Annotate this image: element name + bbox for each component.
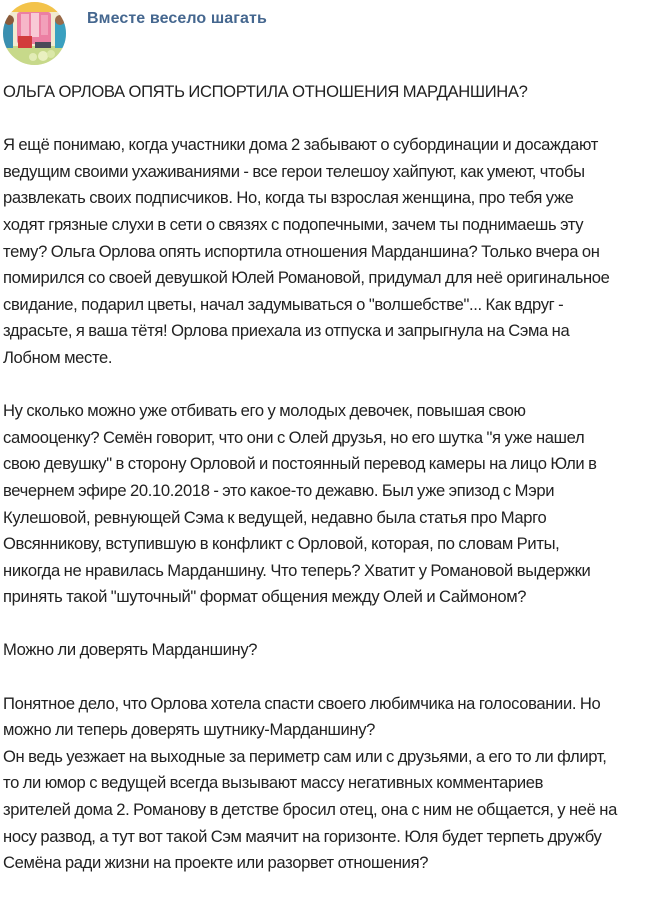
group-avatar[interactable] <box>3 2 66 65</box>
text-line: Ну сколько можно уже отбивать его у молодых девочек, повышая свою <box>3 401 526 421</box>
text-line: принять такой "шуточный" формат общения между Олей и Саймоном? <box>3 587 527 607</box>
text-line: развлекать своих подписчиков. Но, когда ты взрослая женщина, про тебя уже <box>3 188 574 208</box>
post-title <box>3 79 667 106</box>
text-line: вечернем эфире 20.10.2018 - это какое-то дежавю. Был уже эпизод с Мэри <box>3 480 555 500</box>
text-line: тему? Ольга Орлова опять испортила отношения Марданшина? Только вчера он <box>3 241 600 261</box>
text-line: Я ещё понимаю, когда участники дома 2 забывают о субординации и досаждают <box>3 135 598 155</box>
post-body <box>3 79 667 903</box>
text-line: можно ли теперь доверять шутнику-Марданшину? <box>3 720 376 740</box>
text-line: зрителей дома 2. Романову в детстве бросил отец, она с ним не общается, у неё на <box>3 800 617 820</box>
group-avatar-icon <box>3 2 66 65</box>
post-title-text: ОЛЬГА ОРЛОВА ОПЯТЬ ИСПОРТИЛА ОТНОШЕНИЯ МАРДАНШИНА? <box>3 82 528 101</box>
text-line: ходят грязные слухи в сети о связях с подопечными, зачем ты поднимаешь эту <box>3 214 584 234</box>
subheading-text: Можно ли доверять Марданшину? <box>3 640 258 660</box>
post-header <box>0 0 670 72</box>
text-line: Семёна ради жизни на проекте или разорвет отношения? <box>3 853 429 873</box>
text-line: здрасьте, я ваша тётя! Орлова приехала из отпуска и запрыгнула на Сэма на <box>3 321 570 341</box>
text-line: носу развод, а тут вот такой Сэм маячит на горизонте. Юля будет терпеть дружбу <box>3 826 602 846</box>
paragraph-4 <box>3 744 667 877</box>
text-line: Лобном месте. <box>3 347 113 367</box>
text-line: Овсянникову, вступившую в конфликт с Орловой, которая, по словам Риты, <box>3 534 560 554</box>
paragraph-3 <box>3 691 667 744</box>
text-line: свидание, подарил цветы, начал задумываться о "волшебстве"... Как вдруг - <box>3 294 564 314</box>
paragraph-1 <box>3 132 667 371</box>
paragraph-2 <box>3 398 667 611</box>
text-line: самооценку? Семён говорит, что они с Олей друзья, но его шутка "я уже нашел <box>3 427 585 447</box>
text-line: ведущим своими ухаживаниями - все герои телешоу хайпуют, как умеют, чтобы <box>3 161 585 181</box>
text-line: Кулешовой, ревнующей Сэма к ведущей, недавно была статья про Марго <box>3 507 547 527</box>
group-name-link[interactable]: Вместе весело шагать <box>87 10 267 27</box>
text-line: то ли юмор с ведущей всегда вызывают массу негативных комментариев <box>3 773 544 793</box>
subheading <box>3 637 667 664</box>
text-line: Он ведь уезжает на выходные за периметр сам или с друзьями, а его то ли флирт, <box>3 746 607 766</box>
text-line: Понятное дело, что Орлова хотела спасти своего любимчика на голосовании. Но <box>3 693 601 713</box>
text-line: помирился со своей девушкой Юлей Романовой, придумал для неё оригинальное <box>3 268 610 288</box>
text-line: никогда не нравилась Марданшину. Что теперь? Хватит у Романовой выдержки <box>3 560 591 580</box>
text-line: свою девушку" в сторону Орловой и постоянный перевод камеры на лицо Юли в <box>3 454 597 474</box>
